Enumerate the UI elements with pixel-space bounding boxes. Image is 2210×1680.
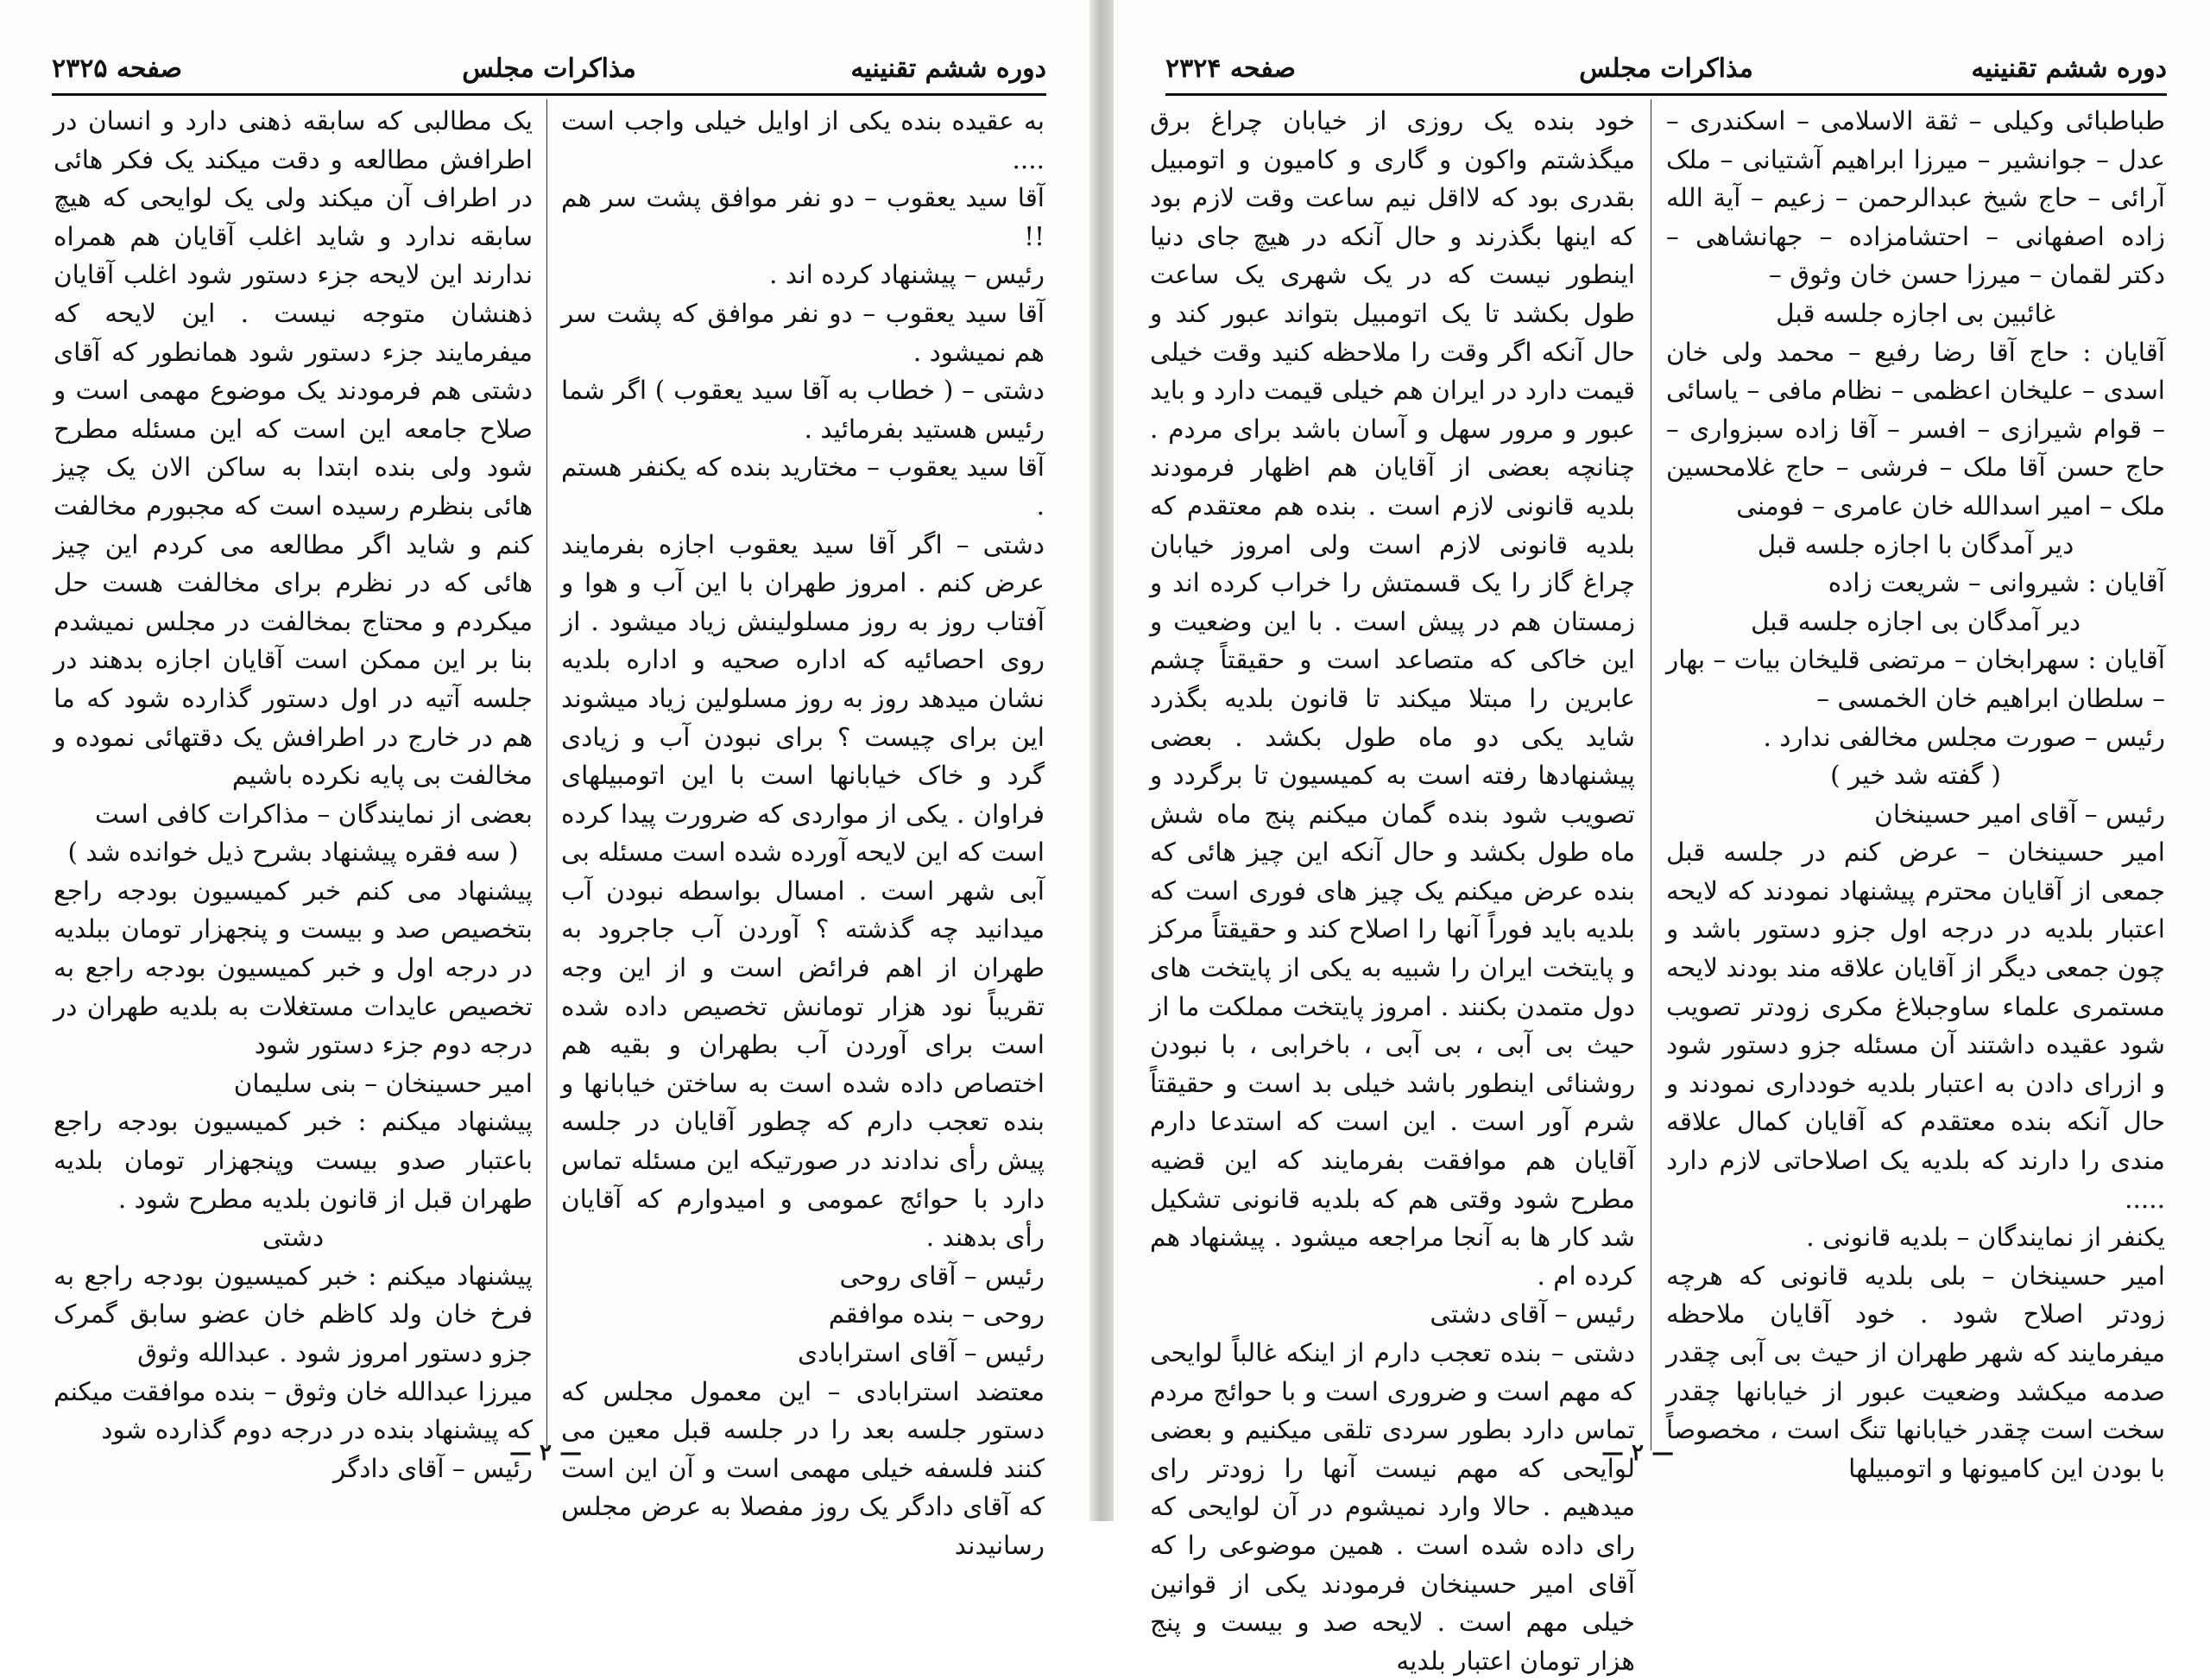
paragraph: به عقیده بنده یکی از اوایل خیلی واجب است ....	[561, 106, 1045, 174]
paragraph: رئیس – آقای دشتی	[1430, 1299, 1635, 1329]
left-page-session: دوره ششم تقنینیه	[850, 54, 1046, 84]
paragraph: طباطبائی وکیلی – ثقة الاسلامی – اسکندری – عدل – جوانشیر – میرزا ابراهیم آشتیانی – ملک آرائی – حاج شیخ عبدالرحمن – زعیم – آیة الله زاده اصفهانی – احتشامزاده – جهانشاهی – دکتر لقمان – میرزا حسن خان وثوق –	[1666, 106, 2165, 290]
paragraph: دشتی	[262, 1222, 325, 1253]
paragraph: میرزا عبدالله خان وثوق – بنده موافقت میکنم که پیشنهاد بنده در درجه دوم گذارده شود	[54, 1376, 533, 1445]
paragraph: امیر حسینخان – عرض کنم در جلسه قبل جمعی از آقایان محترم پیشنهاد نمودند که لایحه اعتبار بلدیه در درجه اول جزو دستور باشد و چون جمعی دیگر از آقایان علاقه مند بودند لایحه مستمری علماء ساوجبلاغ مکری زودتر تصویب شود عقیده داشتند آن مسئله جزو دستور شود و ازرای دادن به اعتبار بلدیه خودداری نمودند و حال آنکه بنده معتقدم که آقایان کمال علاقه مندی را دارند که بلدیه یک اصلاحاتی لازم دارد .....	[1666, 837, 2165, 1214]
right-page-header	[1165, 54, 2167, 92]
right-page-title: مذاکرات مجلس	[1579, 54, 1753, 84]
paragraph: رئیس – آقای دادگر	[332, 1453, 533, 1483]
left-page-header	[52, 54, 1046, 92]
left-page	[0, 0, 1089, 1560]
paragraph: امیر حسینخان – بلی بلدیه قانونی که هرچه زودتر اصلاح شود . خود آقایان ملاحظه میفرمایند که شهر طهران از حیث بی آبی چقدر صدمه میکشد وضعیت عبور از خیابانها چقدر سخت است چقدر خیابانها تنگ است ، مخصوصاً با بودن این کامیونها و اتومبیلها	[1666, 1260, 2165, 1483]
paragraph: آقایان : حاج آقا رضا رفیع – محمد ولی خان اسدی – علیخان اعظمی – نظام مافی – یاسائی – قوام شیرازی – افسر – آقا زاده سبزواری – حاج حسن آقا ملک – فرشی – حاج غلامحسین ملک – امیر اسدالله خان عامری – فومنی	[1666, 337, 2165, 521]
paragraph: ( سه فقره پیشنهاد بشرح ذیل خوانده شد )	[67, 837, 519, 868]
paragraph: خود بنده یک روزی از خیابان چراغ برق میگذشتم واکون و گاری و کامیون و اتومبیل بقدری بود که لااقل نیم ساعت وقت لازم بود که اینها بگذرند و حال آنکه در هیچ جای دنیا اینطور نیست که در یک شهری یک ساعت طول بکشد تا یک اتومبیل بتواند عبور کند و حال آنکه اگر وقت را ملاحظه کنید وقت خیلی قیمت دارد در ایران هم خیلی قیمت دارد و باید عبور و مرور سهل و آسان باشد برای مردم . چنانچه بعضی از آقایان هم اظهار فرمودند بلدیه قانونی لازم است . بنده هم معتقدم که بلدیه قانونی لازم است ولی امروز خیابان چراغ گاز را یک قسمتش را خراب کرده اند و زمستان هم در پیش است . با این وضعیت و این خاکی که متصاعد است و حقیقتاً چشم عابرین را مبتلا میکند تا قانون بلدیه بگذرد شاید یکی دو ماه طول بکشد . بعضی پیشنهادها رفته است به کمیسیون تا برگردد و تصویب شود بنده گمان میکنم پنج ماه شش ماه طول بکشد و حال آنکه این چیز هائی که بنده عرض میکنم یک چیز های فوری است که بلدیه باید فوراً آنها را اصلاح کند و حقیقتاً مرکز و پایتخت ایران را شبیه به یکی از پایتخت های دول متمدن بکنند . امروز پایتخت مملکت ما از حیث بی آبی ، بی آبی ، باخرابی ، با نبودن روشنائی اینطور باشد خیلی بد است و حقیقتاً شرم آور است . این است که استدعا دارم آقایان هم موافقت بفرمایند که این قضیه مطرح شود وقتی هم که بلدیه قانونی تشکیل شد کار ها به آنجا مراجعه میشود . پیشنهاد هم کرده ام .	[1150, 106, 1635, 1291]
paragraph: دشتی – اگر آقا سید یعقوب اجازه بفرمایند عرض کنم . امروز طهران با این آب و هوا و آفتاب روز به روز مسلولینش زیاد میشود . از روی احصائیه که اداره صحیه و اداره بلدیه نشان میدهد روز به روز مسلولین زیاد میشوند این برای چیست ؟ برای نبودن آب و زیادی گرد و خاک خیابانها است با این اتومبیلهای فراوان . یکی از مواردی که ضرورت پیدا کرده است که این لایحه آورده شده است مسئله بی آبی شهر است . امسال بواسطه نبودن آب میدانید چه گذشته ؟ آوردن آب جاجرود به طهران از اهم فرائض است و از این وجه تقریباً نود هزار تومانش تخصیص داده شده است برای آوردن آب بطهران و بقیه هم اختصاص داده شده است به ساختن خیابانها و بنده تعجب دارم که چطور آقایان در جلسه پیش رأی ندادند در صورتیکه این مسئله تماس دارد با حوائج عمومی و امیدوارم که آقایان رأی بدهند .	[561, 529, 1045, 1253]
paragraph: رئیس – آقای روحی	[839, 1260, 1045, 1291]
right-page-folio: — ۲ —	[1601, 1440, 1675, 1466]
right-page-session: دوره ششم تقنینیه	[1971, 54, 2167, 84]
paragraph: پیشنهاد میکنم : خبر کمیسیون بودجه راجع به فرخ خان ولد کاظم خان عضو سابق گمرک جزو دستور امروز شود . عبدالله وثوق	[54, 1260, 533, 1367]
paragraph: پیشنهاد میکنم : خبر کمیسیون بودجه راجع باعتبار صدو بیست وپنجهزار تومان بلدیه طهران قبل از قانون بلدیه مطرح شود .	[54, 1107, 533, 1214]
paragraph: آقا سید یعقوب – دو نفر موافق که پشت سر هم نمیشود .	[561, 298, 1045, 367]
paragraph: روحی – بنده موافقم	[828, 1299, 1045, 1329]
left-header-rule	[52, 93, 1046, 96]
paragraph: آقایان : سهرابخان – مرتضی قلیخان بیات – بهار – سلطان ابراهیم خان الخمسی –	[1666, 645, 2165, 713]
paragraph: معتضد استرابادی – این معمول مجلس که دستور جلسه بعد را در جلسه قبل معین می کنند فلسفه خیلی مهمی است و آن این است که آقای دادگر یک روز مفصلا به عرض مجلس رسانیدند	[561, 1376, 1045, 1560]
paragraph: بعضی از نمایندگان – مذاکرات کافی است	[95, 799, 533, 829]
paragraph: پیشنهاد می کنم خبر کمیسیون بودجه راجع بتخصیص صد و بیست و پنجهزار تومان ببلدیه در درجه اول و خبر کمیسیون بودجه راجع به تخصیص عایدات مستغلات به بلدیه طهران در درجه دوم جزء دستور شود	[54, 875, 533, 1060]
book-gutter	[1089, 0, 1114, 1521]
paragraph: آقا سید یعقوب – دو نفر موافق پشت سر هم !!	[561, 183, 1045, 251]
right-page-right-column	[1666, 102, 2165, 1483]
left-page-number: صفحه ۲۳۲۵	[52, 54, 182, 84]
paragraph: آقا سید یعقوب – مختارید بنده که یکنفر هستم .	[561, 452, 1045, 521]
right-page-number: صفحه ۲۳۲۴	[1165, 54, 1296, 84]
paragraph: دیر آمدگان بی اجازه جلسه قبل	[1750, 606, 2081, 636]
paragraph: یکنفر از نمایندگان – بلدیه قانونی .	[1806, 1222, 2165, 1253]
left-page-right-column	[561, 102, 1045, 1560]
right-page-left-column	[1150, 102, 1635, 1676]
paragraph: دشتی – ( خطاب به آقا سید یعقوب ) اگر شما رئیس هستید بفرمائید .	[561, 376, 1045, 444]
left-page-title: مذاکرات مجلس	[462, 54, 636, 84]
paragraph: غائبین بی اجازه جلسه قبل	[1776, 298, 2055, 328]
left-page-left-column	[54, 102, 533, 1483]
paragraph: رئیس – آقای استرابادی	[798, 1338, 1045, 1367]
paragraph: آقایان : شیروانی – شریعت زاده	[1828, 568, 2165, 598]
paragraph: رئیس – پیشنهاد کرده اند .	[769, 260, 1045, 290]
paragraph: رئیس – صورت مجلس مخالفی ندارد .	[1763, 722, 2165, 752]
paragraph: دشتی – بنده تعجب دارم از اینکه غالباً لوایحی که مهم است و ضروری است و با حوائج مردم تماس دارد بطور سردی تلقی میکنیم و بعضی لوایحی که مهم نیست آنها را زودتر رای میدهیم . حالا وارد نمیشوم در آن لوایحی که رای داده شده است . همین موضوعی را که آقای امیر حسینخان فرمودند یکی از قوانین خیلی مهم است . لایحه صد و بیست و پنج هزار تومان اعتبار بلدیه	[1150, 1338, 1635, 1676]
left-page-folio: — ۲ —	[509, 1440, 583, 1466]
right-page	[1114, 0, 2210, 1676]
right-header-rule	[1165, 93, 2167, 96]
paragraph: یک مطالبی که سابقه ذهنی دارد و انسان در اطرافش مطالعه و دقت میکند یک فکر هائی در اطراف آن میکند ولی یک لوایحی که هیچ سابقه ندارد و شاید اغلب آقایان هم همراه ندارند این لایحه جزء دستور شود اغلب آقایان ذهنشان متوجه نیست . این لایحه که میفرمایند جزء دستور شود همانطور که آقای دشتی هم فرمودند یک موضوع مهمی است و صلاح جامعه این است که این مسئله مطرح شود ولی بنده ابتدا به ساکن الان یک چیز هائی بنظرم رسیده است که مجبورم مخالفت کنم و شاید اگر مطالعه می کردم این چیز هائی که در نظرم برای مخالفت هست حل میکردم و محتاج بمخالفت در مجلس نمیشدم بنا بر این ممکن است آقایان اجازه بدهند در جلسه آتیه در اول دستور گذارده شود که ما هم در خارج در اطرافش یک دقتهائی نموده و مخالفت بی پایه نکرده باشیم	[54, 106, 533, 791]
paragraph: ( گفته شد خیر )	[1830, 761, 2001, 791]
paragraph: دیر آمدگان با اجازه جلسه قبل	[1757, 529, 2074, 559]
paragraph: امیر حسینخان – بنی سلیمان	[233, 1068, 533, 1098]
paragraph: رئیس – آقای امیر حسینخان	[1874, 799, 2165, 829]
left-column-divider	[546, 99, 547, 1450]
